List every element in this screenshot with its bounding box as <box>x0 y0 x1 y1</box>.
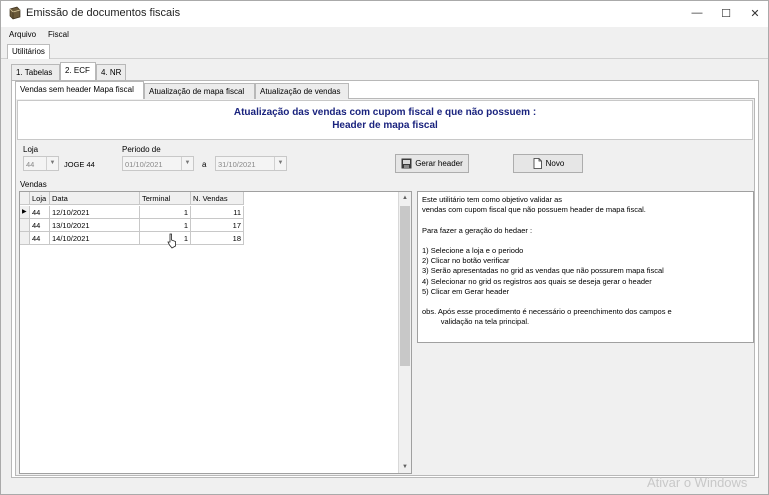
tab-vendas-sem-header[interactable]: Vendas sem header Mapa fiscal <box>15 81 144 99</box>
menu-arquivo[interactable]: Arquivo <box>9 30 37 39</box>
cell-data[interactable]: 12/10/2021 <box>50 206 140 219</box>
info-line: Este utilitário tem como objetivo validar as <box>422 195 563 204</box>
date-to-picker[interactable] <box>215 156 287 171</box>
vendas-label: Vendas <box>20 180 47 189</box>
info-line: 5) Clicar em Gerar header <box>422 286 510 296</box>
col-loja[interactable]: Loja <box>30 192 50 205</box>
novo-label: Novo <box>545 159 565 168</box>
date-from-picker[interactable] <box>122 156 194 171</box>
cell-data[interactable]: 13/10/2021 <box>50 219 140 232</box>
novo-button[interactable] <box>513 154 583 173</box>
tab-atualizacao-mapa[interactable]: Atualização de mapa fiscal <box>144 83 255 99</box>
info-line: vendas com cupom fiscal que não possuem header de mapa fiscal. <box>422 205 646 215</box>
info-line: Para fazer a geração do hedaer : <box>422 225 533 235</box>
chevron-down-icon: ▼ <box>181 157 193 170</box>
row-indicator-icon: ▶ <box>20 206 30 219</box>
menu-bar <box>1 28 768 42</box>
minimize-button[interactable]: — <box>691 7 703 19</box>
chevron-down-icon: ▼ <box>46 157 58 170</box>
mouse-cursor-icon <box>167 233 177 249</box>
loja-select-value: 44 <box>26 160 35 169</box>
info-line <box>422 297 749 307</box>
row-indicator <box>20 232 30 245</box>
new-document-icon <box>532 158 543 169</box>
header-banner <box>17 100 753 140</box>
window-title: Emissão de documentos fiscais <box>26 7 181 19</box>
scroll-down-icon[interactable]: ▼ <box>402 464 408 470</box>
grid-corner <box>20 192 30 205</box>
maximize-button[interactable]: ☐ <box>721 7 731 20</box>
close-button[interactable]: ✕ <box>750 7 760 20</box>
info-line: 1) Selecione a loja e o periodo <box>422 246 524 256</box>
scroll-up-icon[interactable]: ▲ <box>402 195 408 201</box>
periodo-label: Periodo de <box>122 145 161 154</box>
info-line: 4) Selecionar no grid os registros aos quais se deseja gerar o header <box>422 276 652 286</box>
tab-nr[interactable]: 4. NR <box>96 64 126 80</box>
tab-tabelas[interactable]: 1. Tabelas <box>11 64 60 80</box>
col-n-vendas[interactable]: N. Vendas <box>191 192 244 205</box>
loja-select[interactable] <box>23 156 59 171</box>
header-title-line2: Header de mapa fiscal <box>332 120 438 131</box>
instructions-panel <box>417 191 754 343</box>
cell-n-vendas[interactable]: 18 <box>191 232 244 245</box>
generate-icon <box>401 158 412 169</box>
cell-n-vendas[interactable]: 11 <box>191 206 244 219</box>
app-icon <box>8 6 22 20</box>
date-separator: a <box>202 160 207 169</box>
header-title-line1: Atualização das vendas com cupom fiscal e que não possuem : <box>233 107 537 118</box>
tab-ecf[interactable]: 2. ECF <box>60 62 96 80</box>
cell-terminal[interactable]: 1 <box>140 232 191 245</box>
cell-loja[interactable]: 44 <box>30 206 50 219</box>
info-line <box>422 236 749 246</box>
info-line <box>422 215 749 225</box>
info-line: obs. Após esse procedimento é necessário o preenchimento dos campos e <box>422 307 672 317</box>
tab-utilitarios[interactable]: Utilitários <box>7 44 50 59</box>
cell-terminal[interactable]: 1 <box>140 219 191 232</box>
gerar-header-label: Gerar header <box>415 159 463 168</box>
cell-data[interactable]: 14/10/2021 <box>50 232 140 245</box>
menu-fiscal[interactable]: Fiscal <box>48 30 69 39</box>
col-terminal[interactable]: Terminal <box>140 192 191 205</box>
tab-atualizacao-vendas[interactable]: Atualização de vendas <box>255 83 349 99</box>
loja-label: Loja <box>23 145 39 154</box>
scroll-thumb[interactable] <box>400 206 410 366</box>
cell-loja[interactable]: 44 <box>30 232 50 245</box>
vendas-grid[interactable] <box>19 191 412 474</box>
cell-n-vendas[interactable]: 17 <box>191 219 244 232</box>
grid-scrollbar[interactable] <box>398 192 411 473</box>
utilities-bar <box>1 43 768 59</box>
col-data[interactable]: Data <box>50 192 140 205</box>
row-indicator <box>20 219 30 232</box>
cell-loja[interactable]: 44 <box>30 219 50 232</box>
gerar-header-button[interactable] <box>395 154 469 173</box>
loja-name: JOGE 44 <box>64 160 95 169</box>
title-bar <box>1 1 768 27</box>
date-from-value: 01/10/2021 <box>125 160 163 169</box>
date-to-value: 31/10/2021 <box>218 160 256 169</box>
info-line: 2) Clicar no botão verificar <box>422 256 510 266</box>
chevron-down-icon: ▼ <box>274 157 286 170</box>
info-line: validação na tela principal. <box>422 317 530 327</box>
cell-terminal[interactable]: 1 <box>140 206 191 219</box>
info-line: 3) Serão apresentadas no grid as vendas que não possurem mapa fiscal <box>422 266 664 276</box>
grid-header <box>20 192 411 206</box>
activation-watermark: Ativar o Windows <box>647 475 748 490</box>
